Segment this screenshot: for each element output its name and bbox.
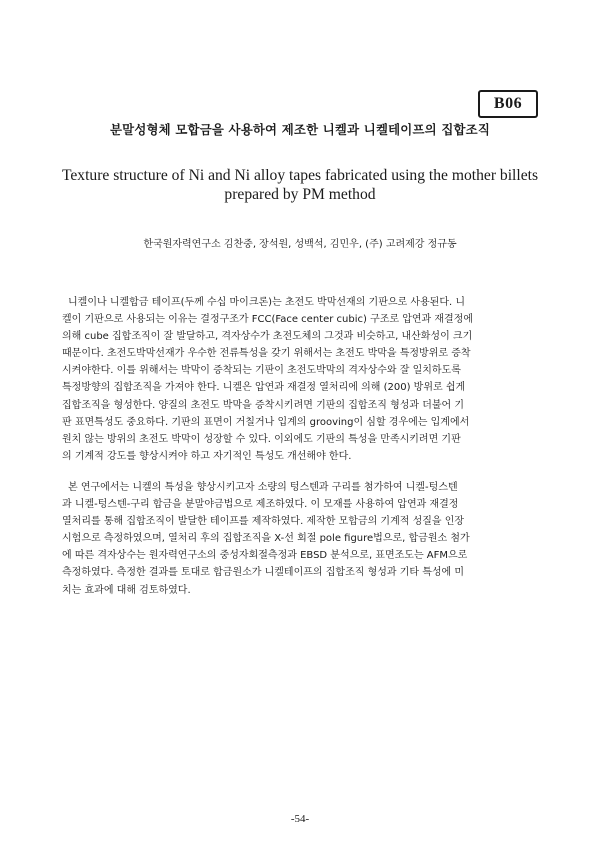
page-number: -54- (290, 813, 310, 825)
paragraph-line: 치는 효과에 대해 검토하였다. (62, 584, 191, 596)
paragraph-line: 판 표면특성도 중요하다. 기판의 표면이 거칠거나 입계의 grooving이 심할 경우에는 입계에서 (62, 416, 470, 428)
paragraph-line: 시켜야한다. 이를 위해서는 박막이 증착되는 기판이 초전도박막의 격자상수와 잘 일치하도록 (62, 365, 461, 377)
paragraph-line: 시험으로 측정하였으며, 열처리 후의 집합조직을 X-선 회절 pole figure법으로, 합금원소 첨가 (62, 533, 470, 545)
paragraph-line: 니켈이나 니켈합금 테이프(두께 수십 마이크론)는 초전도 박막선재의 기판으로 사용된다. 니 (68, 297, 466, 308)
author-affiliations: 한국원자력연구소 김찬중, 장석원, 성백석, 김민우, (주) 고려제강 정규동 (143, 239, 457, 250)
paragraph-line: 원치 않는 방위의 초전도 박막이 성장할 수 있다. 이외에도 기판의 특성을 만족시키려면 기판 (62, 433, 461, 445)
english-title (40, 166, 560, 204)
paragraph-line: 의 기계적 강도를 향상시켜야 하고 자기적인 특성도 개선해야 한다. (62, 450, 352, 462)
paragraph-line: 측정하였다. 측정한 결과를 토대로 합금원소가 니켈테이프의 집합조직 형성과 기타 특성에 미 (62, 567, 465, 579)
paragraph-line: 열처리를 통해 집합조직이 발달한 테이프를 제작하였다. 제작한 모합금의 기계적 성질을 인장 (62, 516, 465, 528)
paragraph-line: 과 니켈-텅스텐-구리 합금을 분말야금법으로 제조하였다. 이 모재를 사용하여 압연과 재결정 (62, 499, 459, 511)
paragraph-line: 본 연구에서는 니켈의 특성을 향상시키고자 소량의 텅스텐과 구리를 첨가하여 니켈-텅스텐 (68, 482, 458, 493)
paragraph-line: 집합조직을 형성한다. 양질의 초전도 박막을 증착시키려면 기판의 집합조직 형성과 더불어 기 (62, 399, 465, 411)
abstract-paragraph-1 (62, 294, 540, 465)
abstract-paragraph-2 (62, 479, 540, 599)
session-code-box: B06 (478, 90, 538, 118)
paragraph-line: 켈이 기판으로 사용되는 이유는 결정구조가 FCC(Face center cubic) 구조로 압연과 재결정에 (62, 314, 474, 326)
paragraph-line: 특정방향의 집합조직을 가져야 한다. 니켈은 압연과 재결정 열처리에 의해 (200) 방위로 쉽게 (62, 382, 466, 394)
korean-title: 분말성형체 모합금을 사용하여 제조한 니켈과 니켈테이프의 집합조직 (110, 122, 490, 137)
english-title-line: Texture structure of Ni and Ni alloy tapes fabricated using the mother billets (61, 167, 539, 184)
paragraph-line: 의해 cube 집합조직이 잘 발달하고, 격자상수가 초전도체의 그것과 비슷하고, 내산화성이 크기 (62, 331, 473, 343)
english-title-line: prepared by PM method (224, 186, 376, 203)
paragraph-line: 때문이다. 초전도박막선재가 우수한 전류특성을 갖기 위해서는 초전도 박막을 특정방위로 증착 (62, 348, 471, 360)
paragraph-line: 에 따른 격자상수는 원자력연구소의 중성자회절측정과 EBSD 분석으로, 표면조도는 AFM으로 (62, 550, 468, 562)
